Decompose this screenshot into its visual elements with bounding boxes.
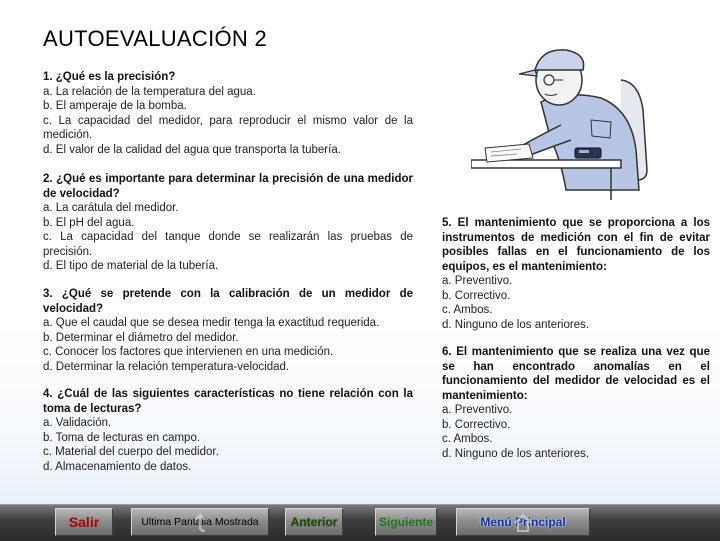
- question-text: 5. El mantenimiento que se proporciona a los instrumentos de medición con el fin de evitar posibles fallas en el funcionamiento de los equipos, es el mantenimiento:: [442, 217, 710, 273]
- option-a: a. Preventivo.: [442, 404, 513, 416]
- question-5: [442, 216, 710, 332]
- page-title: AUTOEVALUACIÓN 2: [43, 26, 268, 51]
- main-menu-button-label: Menú Principal: [480, 515, 566, 529]
- question-2: [43, 172, 413, 274]
- question-text: 2. ¿Qué es importante para determinar la precisión de una medidor de velocidad?: [43, 173, 413, 200]
- next-button-label: Siguiente: [378, 515, 433, 529]
- question-1: [43, 70, 413, 157]
- option-d: d. El tipo de material de la tubería.: [43, 260, 219, 272]
- question-4: [43, 387, 413, 474]
- question-3: [43, 287, 413, 374]
- question-text: 4. ¿Cuál de las siguientes características no tiene relación con la toma de lecturas?: [43, 388, 413, 415]
- home-icon: [512, 512, 534, 534]
- option-d: d. Ninguno de los anteriores.: [442, 447, 590, 460]
- man-writing-at-desk-illustration: [471, 40, 663, 202]
- option-d: d. Ninguno de los anteriores.: [442, 318, 590, 331]
- option-b: b. Determinar el diámetro del medidor.: [43, 331, 239, 344]
- option-c: c. Conocer los factores que intervienen en una medición.: [43, 346, 334, 358]
- question-6: [442, 345, 710, 461]
- exit-button[interactable]: [55, 508, 113, 536]
- exit-button-label: Salir: [68, 514, 100, 530]
- option-d: d. Almacenamiento de datos.: [43, 460, 192, 473]
- option-b: b. El amperaje de la bomba.: [43, 100, 187, 112]
- next-button[interactable]: [375, 508, 437, 536]
- option-d: d. Determinar la relación temperatura-velocidad.: [43, 360, 290, 373]
- option-a: a. La relación de la temperatura del agua.: [43, 85, 256, 98]
- option-c: c. Ambos.: [442, 433, 493, 445]
- previous-button[interactable]: [285, 508, 343, 536]
- question-text: 1. ¿Qué es la precisión?: [43, 71, 176, 83]
- option-b: b. Toma de lecturas en campo.: [43, 431, 201, 444]
- question-text: 3. ¿Qué se pretende con la calibración de un medidor de velocidad?: [43, 288, 413, 315]
- last-screen-button-label: Ultima Pantalla Mostrada: [141, 516, 259, 528]
- option-b: b. El pH del agua.: [43, 216, 135, 229]
- option-a: a. Que el caudal que se desea medir tenga la exactitud requerida.: [43, 317, 380, 329]
- option-c: c. Material del cuerpo del medidor.: [43, 446, 219, 458]
- return-arrow-icon: [189, 512, 211, 534]
- option-c: c. La capacidad del tanque donde se realizarán las pruebas de precisión.: [43, 231, 413, 258]
- option-c: c. Ambos.: [442, 304, 493, 316]
- option-b: b. Correctivo.: [442, 289, 511, 302]
- option-b: b. Correctivo.: [442, 418, 511, 431]
- question-text: 6. El mantenimiento que se realiza una vez que se han encontrado anomalías en el funcionamiento del medidor de velocidad es el mantenimiento:: [442, 346, 710, 402]
- option-a: a. Preventivo.: [442, 275, 513, 287]
- option-d: d. El valor de la calidad del agua que transporta la tubería.: [43, 143, 341, 156]
- option-c: c. La capacidad del medidor, para reproducir el mismo valor de la medición.: [43, 114, 413, 141]
- option-a: a. La carátula del medidor.: [43, 202, 179, 214]
- previous-button-label: Anterior: [290, 515, 338, 529]
- option-a: a. Validación.: [43, 417, 112, 429]
